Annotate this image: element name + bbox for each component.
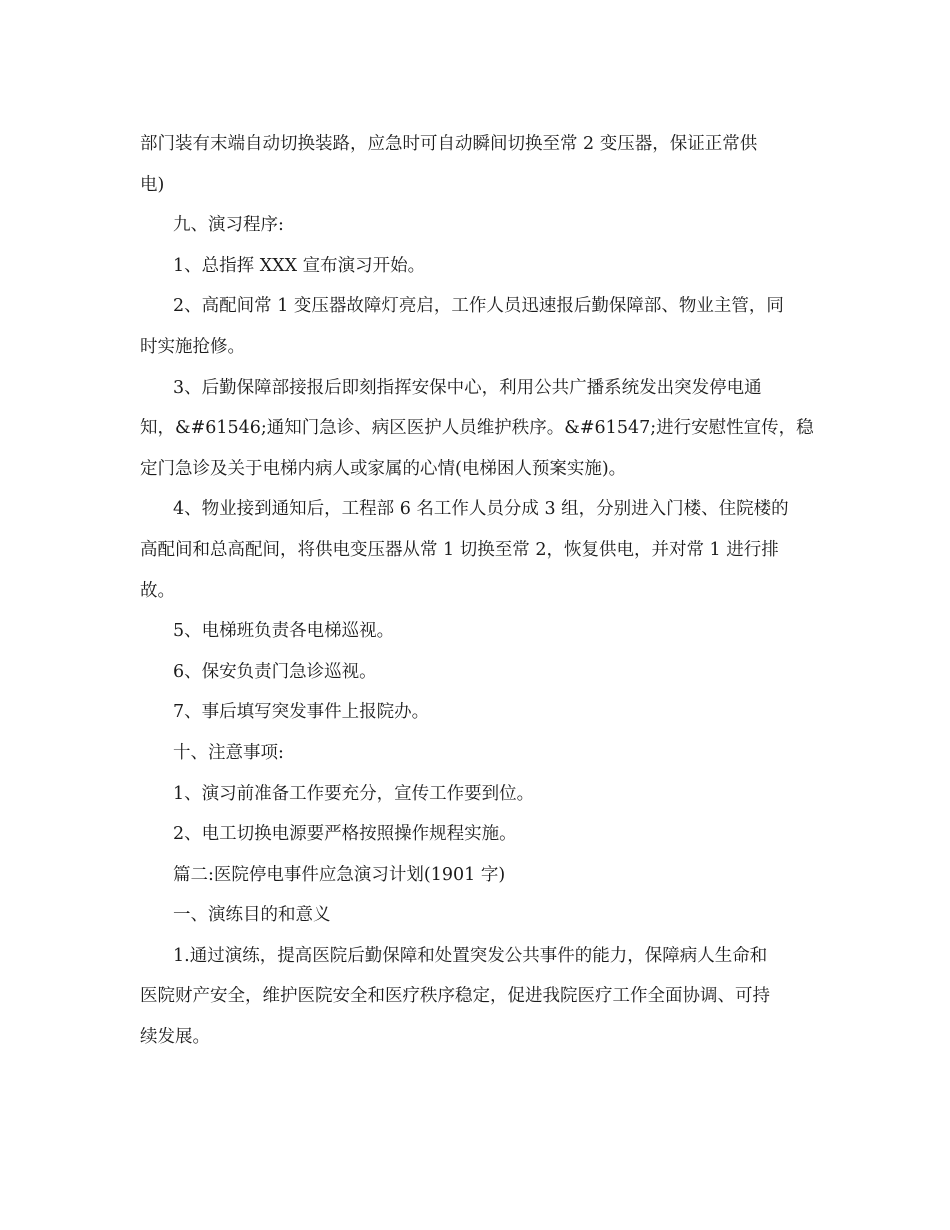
chapter-heading: 篇二:医院停电事件应急演习计划(1901 字) <box>173 864 506 885</box>
text-line: 高配间和总高配间，将供电变压器从常 1 切换至常 2，恢复供电，并对常 1 进行排 <box>140 539 779 560</box>
text-line: 时实施抢修。 <box>140 336 245 357</box>
list-item: 1、演习前准备工作要充分，宣传工作要到位。 <box>173 783 535 804</box>
list-item: 2、高配间常 1 变压器故障灯亮启，工作人员迅速报后勤保障部、物业主管，同 <box>173 296 784 317</box>
text-line: 部门装有末端自动切换装路，应急时可自动瞬间切换至常 2 变压器，保证正常供 <box>140 134 758 154</box>
list-item: 3、后勤保障部接报后即刻指挥安保中心，利用公共广播系统发出突发停电通 <box>173 377 762 398</box>
list-item: 6、保安负责门急诊巡视。 <box>173 661 377 682</box>
list-item: 7、事后填写突发事件上报院办。 <box>173 702 430 723</box>
list-item: 4、物业接到通知后，工程部 6 名工作人员分成 3 组，分别进入门楼、住院楼的 <box>173 499 789 520</box>
list-item: 1、总指挥 XXX 宣布演习开始。 <box>173 255 426 276</box>
section-heading: 一、演练目的和意义 <box>173 905 331 926</box>
text-line: 续发展。 <box>140 1027 210 1048</box>
list-item: 2、电工切换电源要严格按照操作规程实施。 <box>173 824 517 845</box>
list-item: 1.通过演练，提高医院后勤保障和处置突发公共事件的能力，保障病人生命和 <box>173 945 768 966</box>
document-body <box>140 124 812 1058</box>
text-line: 故。 <box>140 580 175 601</box>
text-line: 电) <box>140 174 165 195</box>
section-heading: 十、注意事项: <box>173 742 284 763</box>
section-heading: 九、演习程序: <box>173 215 284 236</box>
text-line: 知，&#61546;通知门急诊、病区医护人员维护秩序。&#61547;进行安慰性宣传，稳 <box>140 418 814 439</box>
text-line: 定门急诊及关于电梯内病人或家属的心情(电梯困人预案实施)。 <box>140 458 627 479</box>
list-item: 5、电梯班负责各电梯巡视。 <box>173 621 395 642</box>
text-line: 医院财产安全，维护医院安全和医疗秩序稳定，促进我院医疗工作全面协调、可持 <box>140 986 770 1007</box>
